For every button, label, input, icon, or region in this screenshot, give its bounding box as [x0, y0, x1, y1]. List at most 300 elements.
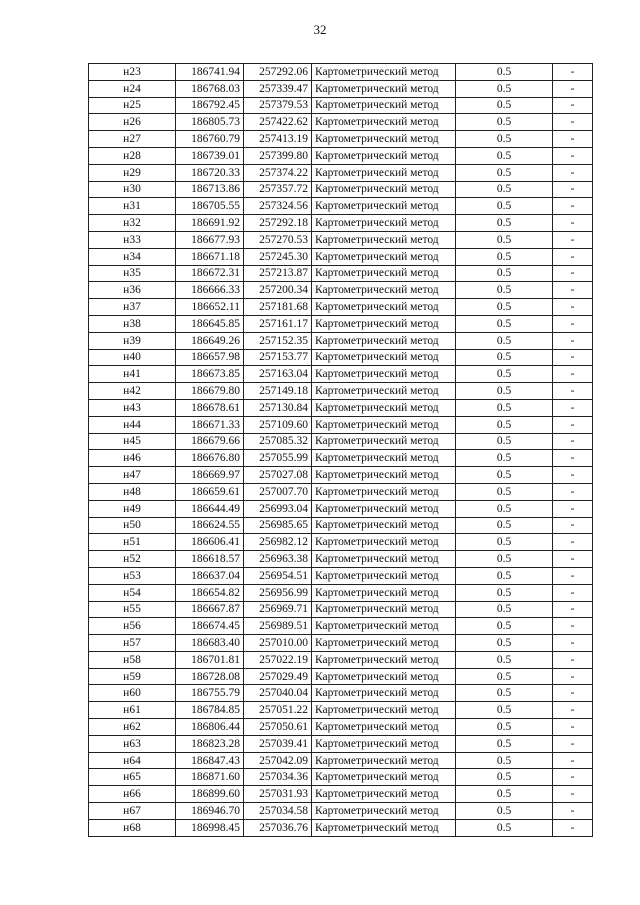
note-cell: - — [553, 752, 593, 769]
accuracy-cell: 0.5 — [456, 97, 553, 114]
note-cell: - — [553, 64, 593, 81]
point-cell: н39 — [89, 332, 176, 349]
point-cell: н30 — [89, 181, 176, 198]
y-coordinate-cell: 257292.18 — [244, 215, 312, 232]
accuracy-cell: 0.5 — [456, 752, 553, 769]
y-coordinate-cell: 257422.62 — [244, 114, 312, 131]
accuracy-cell: 0.5 — [456, 349, 553, 366]
note-cell: - — [553, 450, 593, 467]
x-coordinate-cell: 186713.86 — [176, 181, 244, 198]
accuracy-cell: 0.5 — [456, 416, 553, 433]
point-cell: н43 — [89, 399, 176, 416]
method-cell: Картометрический метод — [312, 467, 456, 484]
x-coordinate-cell: 186720.33 — [176, 164, 244, 181]
x-coordinate-cell: 186644.49 — [176, 500, 244, 517]
note-cell: - — [553, 635, 593, 652]
point-cell: н63 — [89, 735, 176, 752]
method-cell: Картометрический метод — [312, 483, 456, 500]
y-coordinate-cell: 257022.19 — [244, 651, 312, 668]
table-row — [89, 769, 593, 786]
accuracy-cell: 0.5 — [456, 483, 553, 500]
method-cell: Картометрический метод — [312, 685, 456, 702]
point-cell: н56 — [89, 618, 176, 635]
x-coordinate-cell: 186654.82 — [176, 584, 244, 601]
method-cell: Картометрический метод — [312, 231, 456, 248]
table-row — [89, 719, 593, 736]
accuracy-cell: 0.5 — [456, 164, 553, 181]
x-coordinate-cell: 186784.85 — [176, 702, 244, 719]
table-row — [89, 500, 593, 517]
x-coordinate-cell: 186618.57 — [176, 551, 244, 568]
x-coordinate-cell: 186676.80 — [176, 450, 244, 467]
note-cell: - — [553, 399, 593, 416]
table-row — [89, 467, 593, 484]
table-row — [89, 383, 593, 400]
method-cell: Картометрический метод — [312, 551, 456, 568]
point-cell: н31 — [89, 198, 176, 215]
point-cell: н46 — [89, 450, 176, 467]
note-cell: - — [553, 198, 593, 215]
accuracy-cell: 0.5 — [456, 803, 553, 820]
method-cell: Картометрический метод — [312, 299, 456, 316]
table-row — [89, 164, 593, 181]
accuracy-cell: 0.5 — [456, 651, 553, 668]
point-cell: н55 — [89, 601, 176, 618]
accuracy-cell: 0.5 — [456, 517, 553, 534]
accuracy-cell: 0.5 — [456, 450, 553, 467]
note-cell: - — [553, 114, 593, 131]
method-cell: Картометрический метод — [312, 752, 456, 769]
y-coordinate-cell: 257153.77 — [244, 349, 312, 366]
y-coordinate-cell: 257050.61 — [244, 719, 312, 736]
y-coordinate-cell: 256982.12 — [244, 534, 312, 551]
table-row — [89, 635, 593, 652]
table-row — [89, 601, 593, 618]
method-cell: Картометрический метод — [312, 735, 456, 752]
y-coordinate-cell: 257130.84 — [244, 399, 312, 416]
method-cell: Картометрический метод — [312, 450, 456, 467]
x-coordinate-cell: 186637.04 — [176, 567, 244, 584]
accuracy-cell: 0.5 — [456, 366, 553, 383]
table-row — [89, 651, 593, 668]
y-coordinate-cell: 257270.53 — [244, 231, 312, 248]
point-cell: н24 — [89, 80, 176, 97]
accuracy-cell: 0.5 — [456, 635, 553, 652]
accuracy-cell: 0.5 — [456, 215, 553, 232]
accuracy-cell: 0.5 — [456, 80, 553, 97]
point-cell: н54 — [89, 584, 176, 601]
table-row — [89, 64, 593, 81]
method-cell: Картометрический метод — [312, 248, 456, 265]
note-cell: - — [553, 265, 593, 282]
accuracy-cell: 0.5 — [456, 231, 553, 248]
x-coordinate-cell: 186806.44 — [176, 719, 244, 736]
accuracy-cell: 0.5 — [456, 769, 553, 786]
note-cell: - — [553, 719, 593, 736]
table-row — [89, 349, 593, 366]
accuracy-cell: 0.5 — [456, 702, 553, 719]
y-coordinate-cell: 256993.04 — [244, 500, 312, 517]
point-cell: н60 — [89, 685, 176, 702]
table-row — [89, 131, 593, 148]
table-row — [89, 803, 593, 820]
point-cell: н26 — [89, 114, 176, 131]
x-coordinate-cell: 186659.61 — [176, 483, 244, 500]
x-coordinate-cell: 186768.03 — [176, 80, 244, 97]
method-cell: Картометрический метод — [312, 282, 456, 299]
point-cell: н27 — [89, 131, 176, 148]
table-row — [89, 786, 593, 803]
y-coordinate-cell: 256989.51 — [244, 618, 312, 635]
point-cell: н45 — [89, 433, 176, 450]
accuracy-cell: 0.5 — [456, 534, 553, 551]
y-coordinate-cell: 257010.00 — [244, 635, 312, 652]
accuracy-cell: 0.5 — [456, 131, 553, 148]
x-coordinate-cell: 186677.93 — [176, 231, 244, 248]
accuracy-cell: 0.5 — [456, 181, 553, 198]
y-coordinate-cell: 257029.49 — [244, 668, 312, 685]
y-coordinate-cell: 257245.30 — [244, 248, 312, 265]
point-cell: н59 — [89, 668, 176, 685]
method-cell: Картометрический метод — [312, 366, 456, 383]
accuracy-cell: 0.5 — [456, 567, 553, 584]
accuracy-cell: 0.5 — [456, 299, 553, 316]
y-coordinate-cell: 256985.65 — [244, 517, 312, 534]
x-coordinate-cell: 186728.08 — [176, 668, 244, 685]
table-row — [89, 315, 593, 332]
method-cell: Картометрический метод — [312, 433, 456, 450]
x-coordinate-cell: 186701.81 — [176, 651, 244, 668]
accuracy-cell: 0.5 — [456, 467, 553, 484]
method-cell: Картометрический метод — [312, 265, 456, 282]
method-cell: Картометрический метод — [312, 80, 456, 97]
y-coordinate-cell: 257213.87 — [244, 265, 312, 282]
point-cell: н67 — [89, 803, 176, 820]
y-coordinate-cell: 257055.99 — [244, 450, 312, 467]
note-cell: - — [553, 299, 593, 316]
note-cell: - — [553, 282, 593, 299]
note-cell: - — [553, 534, 593, 551]
point-cell: н68 — [89, 819, 176, 836]
y-coordinate-cell: 257039.41 — [244, 735, 312, 752]
point-cell: н28 — [89, 147, 176, 164]
point-cell: н50 — [89, 517, 176, 534]
note-cell: - — [553, 819, 593, 836]
x-coordinate-cell: 186649.26 — [176, 332, 244, 349]
x-coordinate-cell: 186899.60 — [176, 786, 244, 803]
y-coordinate-cell: 257324.56 — [244, 198, 312, 215]
page-number: 32 — [313, 22, 327, 37]
note-cell: - — [553, 231, 593, 248]
note-cell: - — [553, 769, 593, 786]
y-coordinate-cell: 257181.68 — [244, 299, 312, 316]
x-coordinate-cell: 186678.61 — [176, 399, 244, 416]
point-cell: н65 — [89, 769, 176, 786]
method-cell: Картометрический метод — [312, 567, 456, 584]
note-cell: - — [553, 467, 593, 484]
point-cell: н32 — [89, 215, 176, 232]
note-cell: - — [553, 500, 593, 517]
note-cell: - — [553, 601, 593, 618]
x-coordinate-cell: 186672.31 — [176, 265, 244, 282]
point-cell: н29 — [89, 164, 176, 181]
accuracy-cell: 0.5 — [456, 584, 553, 601]
table-row — [89, 618, 593, 635]
accuracy-cell: 0.5 — [456, 719, 553, 736]
method-cell: Картометрический метод — [312, 651, 456, 668]
method-cell: Картометрический метод — [312, 786, 456, 803]
x-coordinate-cell: 186645.85 — [176, 315, 244, 332]
y-coordinate-cell: 257036.76 — [244, 819, 312, 836]
table-row — [89, 433, 593, 450]
y-coordinate-cell: 256963.38 — [244, 551, 312, 568]
method-cell: Картометрический метод — [312, 769, 456, 786]
x-coordinate-cell: 186652.11 — [176, 299, 244, 316]
note-cell: - — [553, 702, 593, 719]
method-cell: Картометрический метод — [312, 601, 456, 618]
method-cell: Картометрический метод — [312, 635, 456, 652]
y-coordinate-cell: 257034.36 — [244, 769, 312, 786]
note-cell: - — [553, 383, 593, 400]
x-coordinate-cell: 186667.87 — [176, 601, 244, 618]
accuracy-cell: 0.5 — [456, 618, 553, 635]
table-row — [89, 198, 593, 215]
x-coordinate-cell: 186705.55 — [176, 198, 244, 215]
x-coordinate-cell: 186998.45 — [176, 819, 244, 836]
y-coordinate-cell: 257339.47 — [244, 80, 312, 97]
accuracy-cell: 0.5 — [456, 685, 553, 702]
x-coordinate-cell: 186679.66 — [176, 433, 244, 450]
note-cell: - — [553, 147, 593, 164]
method-cell: Картометрический метод — [312, 584, 456, 601]
point-cell: н57 — [89, 635, 176, 652]
table-row — [89, 399, 593, 416]
method-cell: Картометрический метод — [312, 534, 456, 551]
method-cell: Картометрический метод — [312, 315, 456, 332]
method-cell: Картометрический метод — [312, 668, 456, 685]
point-cell: н23 — [89, 64, 176, 81]
x-coordinate-cell: 186671.18 — [176, 248, 244, 265]
point-cell: н37 — [89, 299, 176, 316]
x-coordinate-cell: 186669.97 — [176, 467, 244, 484]
y-coordinate-cell: 257042.09 — [244, 752, 312, 769]
accuracy-cell: 0.5 — [456, 433, 553, 450]
note-cell: - — [553, 551, 593, 568]
table-row — [89, 702, 593, 719]
note-cell: - — [553, 97, 593, 114]
y-coordinate-cell: 257149.18 — [244, 383, 312, 400]
point-cell: н36 — [89, 282, 176, 299]
table-row — [89, 248, 593, 265]
method-cell: Картометрический метод — [312, 97, 456, 114]
accuracy-cell: 0.5 — [456, 282, 553, 299]
point-cell: н51 — [89, 534, 176, 551]
point-cell: н53 — [89, 567, 176, 584]
y-coordinate-cell: 257200.34 — [244, 282, 312, 299]
x-coordinate-cell: 186671.33 — [176, 416, 244, 433]
x-coordinate-cell: 186792.45 — [176, 97, 244, 114]
table-row — [89, 483, 593, 500]
x-coordinate-cell: 186823.28 — [176, 735, 244, 752]
y-coordinate-cell: 257292.06 — [244, 64, 312, 81]
x-coordinate-cell: 186946.70 — [176, 803, 244, 820]
table-row — [89, 416, 593, 433]
x-coordinate-cell: 186805.73 — [176, 114, 244, 131]
note-cell: - — [553, 685, 593, 702]
point-cell: н52 — [89, 551, 176, 568]
note-cell: - — [553, 803, 593, 820]
table-row — [89, 735, 593, 752]
y-coordinate-cell: 257040.04 — [244, 685, 312, 702]
table-row — [89, 517, 593, 534]
table-row — [89, 114, 593, 131]
method-cell: Картометрический метод — [312, 181, 456, 198]
method-cell: Картометрический метод — [312, 131, 456, 148]
accuracy-cell: 0.5 — [456, 819, 553, 836]
note-cell: - — [553, 416, 593, 433]
note-cell: - — [553, 668, 593, 685]
y-coordinate-cell: 256969.71 — [244, 601, 312, 618]
accuracy-cell: 0.5 — [456, 786, 553, 803]
point-cell: н40 — [89, 349, 176, 366]
note-cell: - — [553, 332, 593, 349]
note-cell: - — [553, 584, 593, 601]
coordinates-table — [88, 63, 593, 837]
y-coordinate-cell: 257007.70 — [244, 483, 312, 500]
note-cell: - — [553, 366, 593, 383]
y-coordinate-cell: 257357.72 — [244, 181, 312, 198]
table-row — [89, 584, 593, 601]
method-cell: Картометрический метод — [312, 719, 456, 736]
point-cell: н42 — [89, 383, 176, 400]
y-coordinate-cell: 257051.22 — [244, 702, 312, 719]
note-cell: - — [553, 517, 593, 534]
point-cell: н41 — [89, 366, 176, 383]
method-cell: Картометрический метод — [312, 500, 456, 517]
x-coordinate-cell: 186657.98 — [176, 349, 244, 366]
x-coordinate-cell: 186673.85 — [176, 366, 244, 383]
table-row — [89, 282, 593, 299]
method-cell: Картометрический метод — [312, 164, 456, 181]
table-row — [89, 534, 593, 551]
method-cell: Картометрический метод — [312, 819, 456, 836]
point-cell: н66 — [89, 786, 176, 803]
table-row — [89, 181, 593, 198]
point-cell: н61 — [89, 702, 176, 719]
method-cell: Картометрический метод — [312, 114, 456, 131]
coordinates-table-body — [89, 64, 593, 837]
accuracy-cell: 0.5 — [456, 114, 553, 131]
table-row — [89, 80, 593, 97]
point-cell: н33 — [89, 231, 176, 248]
y-coordinate-cell: 257413.19 — [244, 131, 312, 148]
note-cell: - — [553, 315, 593, 332]
accuracy-cell: 0.5 — [456, 500, 553, 517]
table-row — [89, 332, 593, 349]
y-coordinate-cell: 257109.60 — [244, 416, 312, 433]
note-cell: - — [553, 181, 593, 198]
accuracy-cell: 0.5 — [456, 265, 553, 282]
table-row — [89, 97, 593, 114]
method-cell: Картометрический метод — [312, 399, 456, 416]
y-coordinate-cell: 257161.17 — [244, 315, 312, 332]
y-coordinate-cell: 257379.53 — [244, 97, 312, 114]
method-cell: Картометрический метод — [312, 147, 456, 164]
table-row — [89, 147, 593, 164]
note-cell: - — [553, 567, 593, 584]
method-cell: Картометрический метод — [312, 64, 456, 81]
method-cell: Картометрический метод — [312, 416, 456, 433]
point-cell: н38 — [89, 315, 176, 332]
table-row — [89, 215, 593, 232]
note-cell: - — [553, 164, 593, 181]
accuracy-cell: 0.5 — [456, 315, 553, 332]
accuracy-cell: 0.5 — [456, 332, 553, 349]
point-cell: н62 — [89, 719, 176, 736]
table-row — [89, 685, 593, 702]
point-cell: н49 — [89, 500, 176, 517]
accuracy-cell: 0.5 — [456, 198, 553, 215]
note-cell: - — [553, 349, 593, 366]
table-row — [89, 299, 593, 316]
note-cell: - — [553, 433, 593, 450]
method-cell: Картометрический метод — [312, 618, 456, 635]
table-row — [89, 231, 593, 248]
table-row — [89, 265, 593, 282]
method-cell: Картометрический метод — [312, 517, 456, 534]
y-coordinate-cell: 256956.99 — [244, 584, 312, 601]
accuracy-cell: 0.5 — [456, 383, 553, 400]
table-row — [89, 567, 593, 584]
accuracy-cell: 0.5 — [456, 64, 553, 81]
y-coordinate-cell: 257152.35 — [244, 332, 312, 349]
x-coordinate-cell: 186679.80 — [176, 383, 244, 400]
y-coordinate-cell: 257374.22 — [244, 164, 312, 181]
table-row — [89, 551, 593, 568]
note-cell: - — [553, 131, 593, 148]
x-coordinate-cell: 186741.94 — [176, 64, 244, 81]
y-coordinate-cell: 257027.08 — [244, 467, 312, 484]
method-cell: Картометрический метод — [312, 803, 456, 820]
point-cell: н47 — [89, 467, 176, 484]
x-coordinate-cell: 186691.92 — [176, 215, 244, 232]
y-coordinate-cell: 257085.32 — [244, 433, 312, 450]
method-cell: Картометрический метод — [312, 383, 456, 400]
point-cell: н34 — [89, 248, 176, 265]
note-cell: - — [553, 651, 593, 668]
y-coordinate-cell: 257034.58 — [244, 803, 312, 820]
point-cell: н64 — [89, 752, 176, 769]
accuracy-cell: 0.5 — [456, 399, 553, 416]
x-coordinate-cell: 186666.33 — [176, 282, 244, 299]
method-cell: Картометрический метод — [312, 198, 456, 215]
note-cell: - — [553, 80, 593, 97]
accuracy-cell: 0.5 — [456, 551, 553, 568]
method-cell: Картометрический метод — [312, 349, 456, 366]
accuracy-cell: 0.5 — [456, 668, 553, 685]
x-coordinate-cell: 186760.79 — [176, 131, 244, 148]
x-coordinate-cell: 186739.01 — [176, 147, 244, 164]
y-coordinate-cell: 257031.93 — [244, 786, 312, 803]
note-cell: - — [553, 248, 593, 265]
point-cell: н35 — [89, 265, 176, 282]
method-cell: Картометрический метод — [312, 702, 456, 719]
accuracy-cell: 0.5 — [456, 601, 553, 618]
point-cell: н48 — [89, 483, 176, 500]
x-coordinate-cell: 186755.79 — [176, 685, 244, 702]
y-coordinate-cell: 256954.51 — [244, 567, 312, 584]
accuracy-cell: 0.5 — [456, 735, 553, 752]
